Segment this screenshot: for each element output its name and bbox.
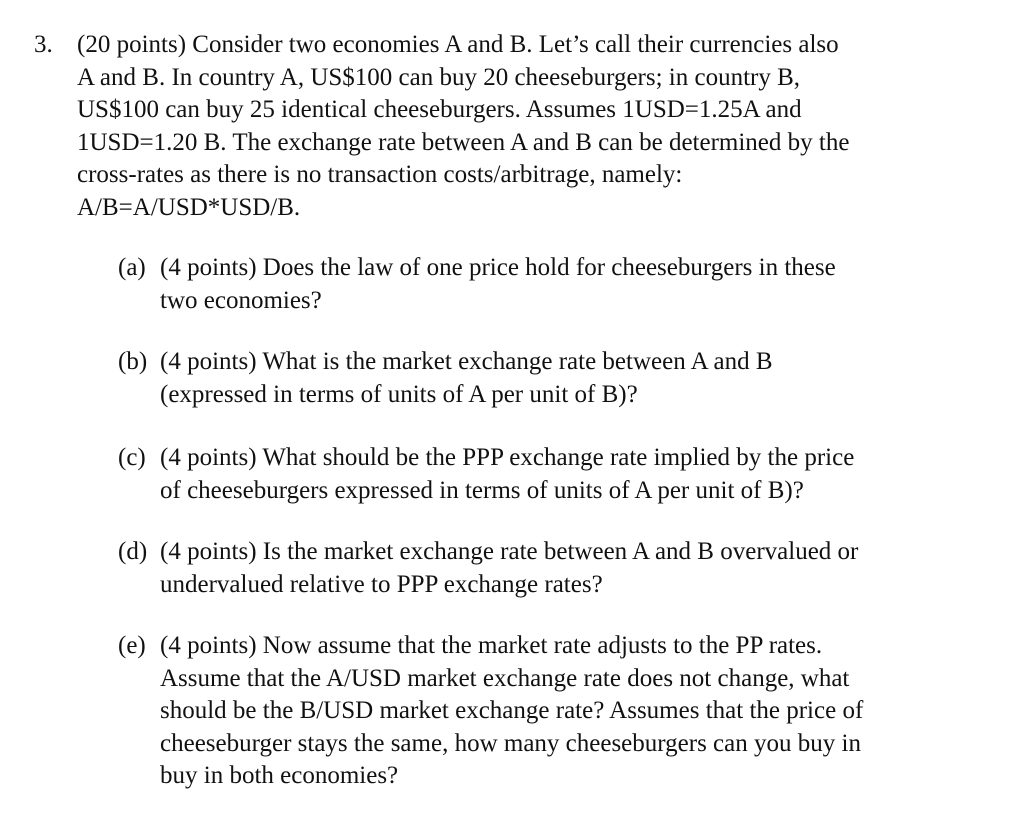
question-parts	[118, 252, 978, 815]
part-a	[118, 252, 978, 317]
part-b-label: (b)	[118, 348, 148, 375]
part-b	[118, 346, 978, 411]
part-d-label: (d)	[118, 538, 148, 565]
part-a-label: (a)	[118, 254, 146, 281]
part-d	[118, 536, 978, 601]
part-e-label: (e)	[118, 632, 146, 659]
part-b-text: (4 points) What is the market exchange rate between A and B (expressed in terms of units of A per unit of B)?	[160, 348, 773, 408]
question-number: 3.	[34, 31, 53, 58]
question-block	[34, 29, 994, 224]
part-c	[118, 442, 978, 507]
part-e	[118, 630, 978, 793]
part-e-text: (4 points) Now assume that the market rate adjusts to the PP rates. Assume that the A/USD market exchange rate does not change, what should be the B/USD market exchange rate? Assumes that the price of cheeseburger stays the same, how many cheeseburgers can you buy in buy in both economies?	[160, 632, 864, 789]
part-a-text: (4 points) Does the law of one price hold for cheeseburgers in these two economies?	[160, 254, 836, 314]
part-c-text: (4 points) What should be the PPP exchange rate implied by the price of cheeseburgers expressed in terms of units of A per unit of B)?	[160, 444, 855, 504]
question-text: (20 points) Consider two economies A and B. Let’s call their currencies also A and B. In country A, US$100 can buy 20 cheeseburgers; in country B, US$100 can buy 25 identical cheeseburgers. Assumes 1USD=1.25A and 1USD=1.20 B. The exchange rate between A and B can be determined by the cross-rates as there is no transaction costs/arbitrage, namely: A/B=A/USD*USD/B.	[77, 31, 850, 221]
part-c-label: (c)	[118, 444, 146, 471]
part-d-text: (4 points) Is the market exchange rate between A and B overvalued or undervalued relative to PPP exchange rates?	[160, 538, 859, 598]
